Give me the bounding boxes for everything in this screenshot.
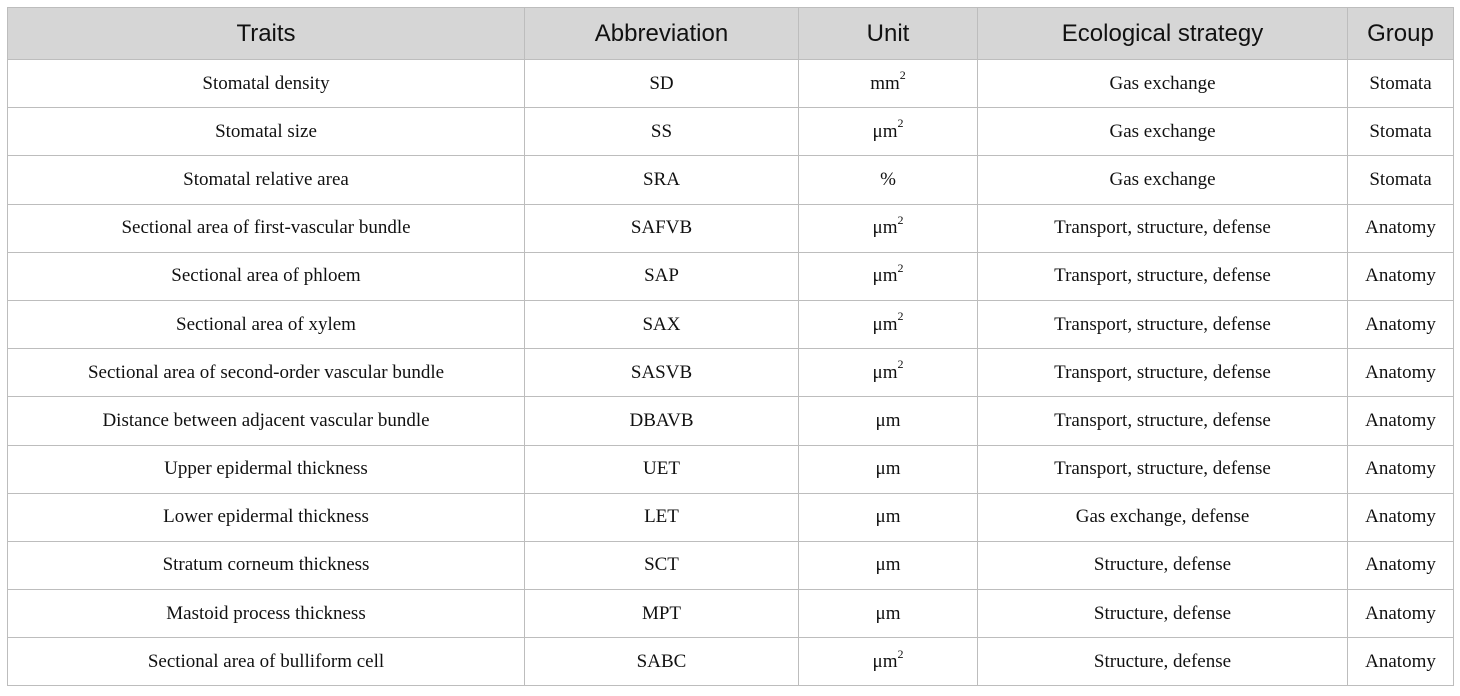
unit-superscript: 2 xyxy=(897,261,904,276)
ecological-strategy-cell: Transport, structure, defense xyxy=(978,204,1348,252)
unit-cell xyxy=(799,60,978,108)
unit-cell xyxy=(799,252,978,300)
ecological-strategy-cell: Structure, defense xyxy=(978,590,1348,638)
group-cell: Stomata xyxy=(1348,108,1454,156)
unit-cell xyxy=(799,108,978,156)
unit-base: μm xyxy=(875,458,901,480)
group-cell: Anatomy xyxy=(1348,349,1454,397)
unit-superscript: 2 xyxy=(897,357,904,372)
group-cell: Stomata xyxy=(1348,60,1454,108)
unit-cell xyxy=(799,445,978,493)
table-body xyxy=(8,60,1454,686)
group-cell: Anatomy xyxy=(1348,204,1454,252)
abbreviation-cell: SABC xyxy=(525,638,799,686)
ecological-strategy-cell: Structure, defense xyxy=(978,638,1348,686)
unit-base: μm xyxy=(875,602,901,624)
table-row xyxy=(8,60,1454,108)
unit-superscript: 2 xyxy=(897,212,904,227)
abbreviation-cell: LET xyxy=(525,493,799,541)
unit-base: μm xyxy=(875,554,901,576)
trait-cell: Sectional area of xylem xyxy=(8,300,525,348)
table-row xyxy=(8,108,1454,156)
table-row xyxy=(8,445,1454,493)
unit-base: μm xyxy=(875,506,901,528)
table-row xyxy=(8,541,1454,589)
abbreviation-cell: SS xyxy=(525,108,799,156)
group-cell: Anatomy xyxy=(1348,493,1454,541)
trait-cell: Stomatal size xyxy=(8,108,525,156)
ecological-strategy-cell: Transport, structure, defense xyxy=(978,252,1348,300)
trait-cell: Mastoid process thickness xyxy=(8,590,525,638)
ecological-strategy-cell: Transport, structure, defense xyxy=(978,349,1348,397)
unit-superscript: 2 xyxy=(899,68,906,83)
unit-cell xyxy=(799,541,978,589)
header-unit: Unit xyxy=(799,8,978,60)
group-cell: Anatomy xyxy=(1348,397,1454,445)
group-cell: Anatomy xyxy=(1348,445,1454,493)
unit-cell xyxy=(799,493,978,541)
trait-cell: Distance between adjacent vascular bundle xyxy=(8,397,525,445)
unit-base: μm xyxy=(872,313,898,335)
table-row xyxy=(8,638,1454,686)
table-header xyxy=(8,8,1454,60)
group-cell: Stomata xyxy=(1348,156,1454,204)
table-row xyxy=(8,590,1454,638)
unit-superscript: 2 xyxy=(897,116,904,131)
trait-cell: Upper epidermal thickness xyxy=(8,445,525,493)
trait-cell: Sectional area of phloem xyxy=(8,252,525,300)
abbreviation-cell: SAFVB xyxy=(525,204,799,252)
table-row xyxy=(8,397,1454,445)
abbreviation-cell: SASVB xyxy=(525,349,799,397)
unit-cell xyxy=(799,204,978,252)
trait-cell: Sectional area of first-vascular bundle xyxy=(8,204,525,252)
abbreviation-cell: MPT xyxy=(525,590,799,638)
table-row xyxy=(8,300,1454,348)
unit-superscript: 2 xyxy=(897,646,904,661)
group-cell: Anatomy xyxy=(1348,252,1454,300)
trait-cell: Stomatal relative area xyxy=(8,156,525,204)
trait-cell: Stomatal density xyxy=(8,60,525,108)
unit-cell xyxy=(799,349,978,397)
unit-cell xyxy=(799,397,978,445)
ecological-strategy-cell: Gas exchange, defense xyxy=(978,493,1348,541)
table-row xyxy=(8,493,1454,541)
ecological-strategy-cell: Structure, defense xyxy=(978,541,1348,589)
unit-base: μm xyxy=(875,409,901,431)
unit-base: mm xyxy=(870,72,900,94)
header-row xyxy=(8,8,1454,60)
unit-base: μm xyxy=(872,217,898,239)
ecological-strategy-cell: Gas exchange xyxy=(978,156,1348,204)
unit-base: μm xyxy=(872,120,898,142)
ecological-strategy-cell: Transport, structure, defense xyxy=(978,300,1348,348)
unit-cell xyxy=(799,590,978,638)
unit-cell xyxy=(799,156,978,204)
abbreviation-cell: SCT xyxy=(525,541,799,589)
ecological-strategy-cell: Transport, structure, defense xyxy=(978,397,1348,445)
unit-cell xyxy=(799,300,978,348)
unit-base: μm xyxy=(872,650,898,672)
table-row xyxy=(8,204,1454,252)
abbreviation-cell: SRA xyxy=(525,156,799,204)
table-row xyxy=(8,349,1454,397)
trait-cell: Lower epidermal thickness xyxy=(8,493,525,541)
header-ecological-strategy: Ecological strategy xyxy=(978,8,1348,60)
abbreviation-cell: UET xyxy=(525,445,799,493)
trait-cell: Sectional area of bulliform cell xyxy=(8,638,525,686)
group-cell: Anatomy xyxy=(1348,590,1454,638)
unit-base: % xyxy=(880,168,896,190)
unit-cell xyxy=(799,638,978,686)
abbreviation-cell: SAX xyxy=(525,300,799,348)
unit-base: μm xyxy=(872,361,898,383)
header-group: Group xyxy=(1348,8,1454,60)
group-cell: Anatomy xyxy=(1348,638,1454,686)
group-cell: Anatomy xyxy=(1348,541,1454,589)
group-cell: Anatomy xyxy=(1348,300,1454,348)
ecological-strategy-cell: Gas exchange xyxy=(978,108,1348,156)
unit-superscript: 2 xyxy=(897,309,904,324)
trait-cell: Sectional area of second-order vascular bundle xyxy=(8,349,525,397)
ecological-strategy-cell: Transport, structure, defense xyxy=(978,445,1348,493)
trait-cell: Stratum corneum thickness xyxy=(8,541,525,589)
table-row xyxy=(8,252,1454,300)
unit-base: μm xyxy=(872,265,898,287)
abbreviation-cell: DBAVB xyxy=(525,397,799,445)
abbreviation-cell: SD xyxy=(525,60,799,108)
header-abbreviation: Abbreviation xyxy=(525,8,799,60)
table-row xyxy=(8,156,1454,204)
ecological-strategy-cell: Gas exchange xyxy=(978,60,1348,108)
header-traits: Traits xyxy=(8,8,525,60)
traits-table-container xyxy=(7,7,1453,686)
traits-table xyxy=(7,7,1454,686)
abbreviation-cell: SAP xyxy=(525,252,799,300)
